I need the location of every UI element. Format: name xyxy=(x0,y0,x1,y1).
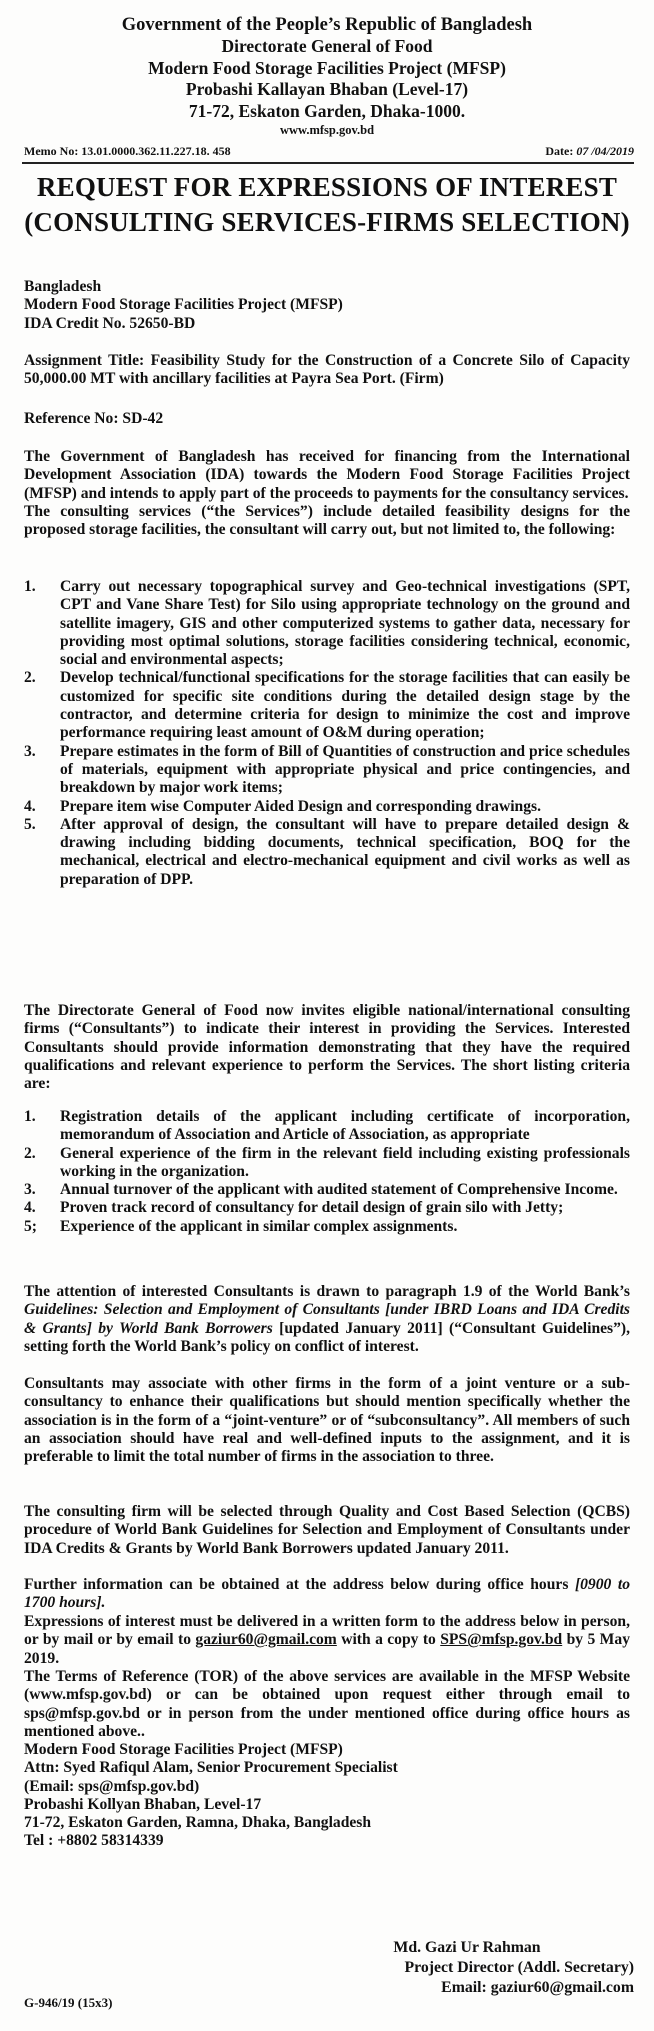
director-email-link[interactable]: gaziur60@gmail.com xyxy=(195,1631,337,1649)
contact-attn: Attn: Syed Rafiqul Alam, Senior Procurement Specialist xyxy=(24,1759,398,1777)
address-line: 71-72, Eskaton Garden, Dhaka-1000. xyxy=(188,100,466,121)
list-item: 2. Develop technical/functional specifications for the storage facilities that can easily be customized for specific site conditions during the detailed design stage by the contractor, and determine criteria for design to minimize the cost and improve performance requiring least amount of O&M during operation; xyxy=(24,669,630,742)
list-item: 5. After approval of design, the consultant will have to prepare detailed design & drawing including bidding documents, technical specification, BOQ for the mechanical, electrical and electro-mechanical equipment and civil works as well as preparation of DPP. xyxy=(24,815,630,888)
list-item: 4. Prepare item wise Computer Aided Design and corresponding drawings. xyxy=(24,797,541,815)
list-item: 3. Prepare estimates in the form of Bill of Quantities of construction and price schedules of materials, equipment with appropriate physical and price contingencies, and breakdown by major work items; xyxy=(24,742,630,797)
contact-email: (Email: sps@mfsp.gov.bd) xyxy=(24,1777,200,1795)
project-name: Modern Food Storage Facilities Project (MFSP) xyxy=(24,296,343,314)
directorate-name: Directorate General of Food xyxy=(221,36,433,56)
list-item: 4. Proven track record of consultancy for detail design of grain silo with Jetty; xyxy=(24,1199,564,1217)
conflict-of-interest-paragraph: The attention of interested Consultants is drawn to paragraph 1.9 of the World Bank’s Guidelines: Selection and Employment of Consultants [under IBRD Loans and IDA Credits & Grants] by World Bank Borrowers [updated January 2011] (“Consultant Guidelines”), setting forth the World Bank’s policy on conflict of interest. xyxy=(24,1283,630,1355)
invitation-paragraph: The Directorate General of Food now invites eligible national/international consulting firms (“Consultants”) to indicate their interest in providing the Services. Interested Consultants should provide information demonstrating that they have the required qualifications and relevant experience to perform the Services. The short listing criteria are: xyxy=(24,1002,630,1093)
contact-phone: Tel : +8802 58314339 xyxy=(24,1832,164,1850)
services-list xyxy=(24,578,630,889)
assignment-title: Assignment Title: Feasibility Study for the Construction of a Concrete Silo of Capacity 50,000.00 MT with ancillary facilities at Payra Sea Port. (Firm) xyxy=(24,352,630,388)
government-name: Government of the People’s Republic of Bangladesh xyxy=(121,15,533,35)
list-item: 2. General experience of the firm in the relevant field including existing professionals working in the organization. xyxy=(24,1144,630,1180)
notice-title-line1: REQUEST FOR EXPRESSIONS OF INTEREST xyxy=(36,172,618,202)
memo-number: Memo No: 13.01.0000.362.11.227.18. 458 xyxy=(24,144,231,158)
project-info xyxy=(24,278,630,333)
signature-email: Email: gaziur60@gmail.com xyxy=(441,1979,634,1996)
criteria-list xyxy=(24,1108,630,1236)
signature-name: Md. Gazi Ur Rahman xyxy=(393,1939,541,1956)
header-divider xyxy=(22,162,634,164)
office-hours: [0900 to 1700 hours]. xyxy=(24,1576,630,1612)
contact-building: Probashi Kollyan Bhaban, Level-17 xyxy=(24,1795,262,1813)
list-item: 5; Experience of the applicant in similar complex assignments. xyxy=(24,1217,458,1235)
letterhead xyxy=(0,14,654,138)
contact-address xyxy=(24,1741,630,1851)
memo-date: Date: 07 /04/2019 xyxy=(545,144,634,158)
list-item: 1. Registration details of the applicant including certificate of incorporation, memorandum of Association and Article of Association, as appropriate xyxy=(24,1108,630,1144)
intro-funding: The Government of Bangladesh has received for financing from the International Development Association (IDA) towards the Modern Food Storage Facilities Project (MFSP) and intends to apply part of the proceeds to payments for the consultancy services. xyxy=(24,448,630,502)
list-item: 1. Carry out necessary topographical survey and Geo-technical investigations (SPT, CPT and Vane Share Test) for Silo using appropriate technology on the ground and satellite imagery, GIS and other computerized systems to gather data, necessary for providing most optimal solutions, storage facilities considering technical, economic, social and environmental aspects; xyxy=(24,578,630,669)
project-country: Bangladesh xyxy=(24,278,102,295)
notice-title-line2: (CONSULTING SERVICES-FIRMS SELECTION) xyxy=(24,207,630,237)
top-cutoff-strip xyxy=(0,0,654,6)
credit-number: IDA Credit No. 52650-BD xyxy=(24,314,196,332)
contact-org: Modern Food Storage Facilities Project (MFSP) xyxy=(24,1741,343,1758)
further-info-paragraph: Further information can be obtained at the address below during office hours [0900 to 1700 hours]. xyxy=(24,1576,630,1612)
selection-method-paragraph: The consulting firm will be selected through Quality and Cost Based Selection (QCBS) procedure of World Bank Guidelines for Selection and Employment of Consultants under IDA Credits & Grants by World Bank Borrowers updated January 2011. xyxy=(24,1503,630,1557)
memo-row xyxy=(24,143,634,159)
association-paragraph: Consultants may associate with other firms in the form of a joint venture or a sub-consultancy to enhance their qualifications but should mention specifically whether the association is in the form of a “joint-venture” or of “subconsultancy”. All members of such an association should have real and well-defined inputs to the assignment, and it is preferable to limit the total number of firms in the association to three. xyxy=(24,1375,630,1466)
notice-title xyxy=(0,170,654,240)
project-name-header: Modern Food Storage Facilities Project (MFSP) xyxy=(148,57,506,78)
building-name: Probashi Kallayan Bhaban (Level-17) xyxy=(185,79,469,99)
submission-paragraph: Expressions of interest must be delivered in a written form to the address below in person, or by mail or by email to gaziur60@gmail.com with a copy to SPS@mfsp.gov.bd by 5 May 2019. xyxy=(24,1613,630,1667)
tor-paragraph: The Terms of Reference (TOR) of the above services are available in the MFSP Website (www.mfsp.gov.bd) or can be obtained upon request either through email to sps@mfsp.gov.bd or in person from the under mentioned office during office hours as mentioned above.. xyxy=(24,1668,630,1740)
sps-email-link[interactable]: SPS@mfsp.gov.bd xyxy=(440,1631,563,1649)
website-link[interactable]: www.mfsp.gov.bd xyxy=(279,123,375,137)
intro-services: The consulting services (“the Services”) include detailed feasibility designs for the proposed storage facilities, the consultant will carry out, but not limited to, the following: xyxy=(24,502,630,539)
guidelines-title: Guidelines: Selection and Employment of Consultants [under IBRD Loans and IDA Credits & Grants] by World Bank Borrowers xyxy=(24,1301,630,1337)
advertisement-code: G-946/19 (15x3) xyxy=(24,1995,113,2010)
reference-number: Reference No: SD-42 xyxy=(24,410,164,427)
signature-title: Project Director (Addl. Secretary) xyxy=(404,1959,634,1976)
contact-street: 71-72, Eskaton Garden, Ramna, Dhaka, Bangladesh xyxy=(24,1814,372,1832)
intro-paragraph xyxy=(24,448,630,539)
list-item: 3. Annual turnover of the applicant with audited statement of Comprehensive Income. xyxy=(24,1181,618,1199)
